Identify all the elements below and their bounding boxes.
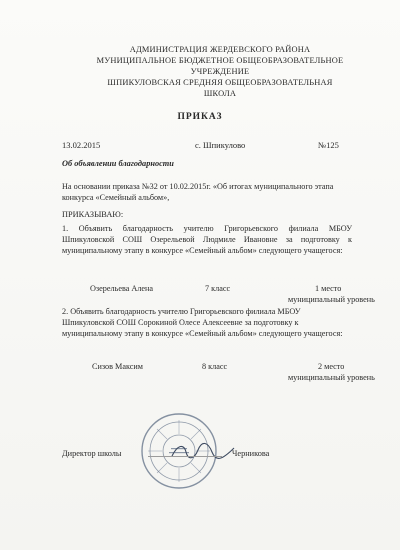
document-number: №125	[318, 140, 339, 150]
header-line-2: МУНИЦИПАЛЬНОЕ БЮДЖЕТНОЕ ОБЩЕОБРАЗОВАТЕЛЬНОЕ	[96, 56, 344, 65]
header-line-5: ШКОЛА	[203, 89, 237, 98]
header-line-4: ШПИКУЛОВСКАЯ СРЕДНЯЯ ОБЩЕОБРАЗОВАТЕЛЬНАЯ	[107, 78, 333, 87]
director-name: Черникова	[232, 449, 270, 458]
award-2-student: Сизов Максим	[92, 362, 143, 371]
award-2-class: 8 класс	[202, 362, 228, 371]
basis-paragraph: На основании приказа №32 от 10.02.2015г. «Об итогах муниципального этапа конкурса «Семейный альбом»,	[62, 182, 334, 203]
header-line-1: АДМИНИСТРАЦИЯ ЖЕРДЕВСКОГО РАЙОНА	[129, 45, 311, 54]
award-2-level: муниципальный уровень	[288, 373, 375, 382]
award-2-place: 2 место	[318, 362, 345, 371]
document-title: ПРИКАЗ	[177, 112, 223, 122]
document-subject: Об объявлении благодарности	[62, 159, 174, 168]
document-date: 13.02.2015	[62, 140, 101, 150]
award-1-student: Озерельева Алена	[90, 284, 154, 293]
director-signature	[168, 440, 238, 462]
award-1-place: 1 место	[315, 284, 342, 293]
document-place: с. Шпикулово	[195, 140, 246, 150]
award-1-level: муниципальный уровень	[288, 295, 375, 304]
point-2-paragraph: 2. Объявить благодарность учителю Григорьевского филиала МБОУ Шпикуловской СОШ Сорокиной Олесе Алексеевне за подготовку к муниципальному этапу в конкурсе «Семейный альбом» следующего учащегося:	[62, 307, 343, 339]
header-line-3: УЧРЕЖДЕНИЕ	[190, 67, 250, 76]
director-label: Директор школы	[62, 449, 122, 458]
signature-line	[148, 456, 222, 457]
point-1-paragraph: 1. Объявить благодарность учителю Григорьевского филиала МБОУ Шпикуловской СОШ Озерельевой Людмиле Ивановне за подготовку к муниципальному этапу в конкурсе «Семейный альбом» следующего учащегося:	[62, 224, 352, 256]
organization-header	[80, 44, 360, 99]
award-1-class: 7 класс	[205, 284, 231, 293]
order-label: ПРИКАЗЫВАЮ:	[62, 210, 124, 219]
